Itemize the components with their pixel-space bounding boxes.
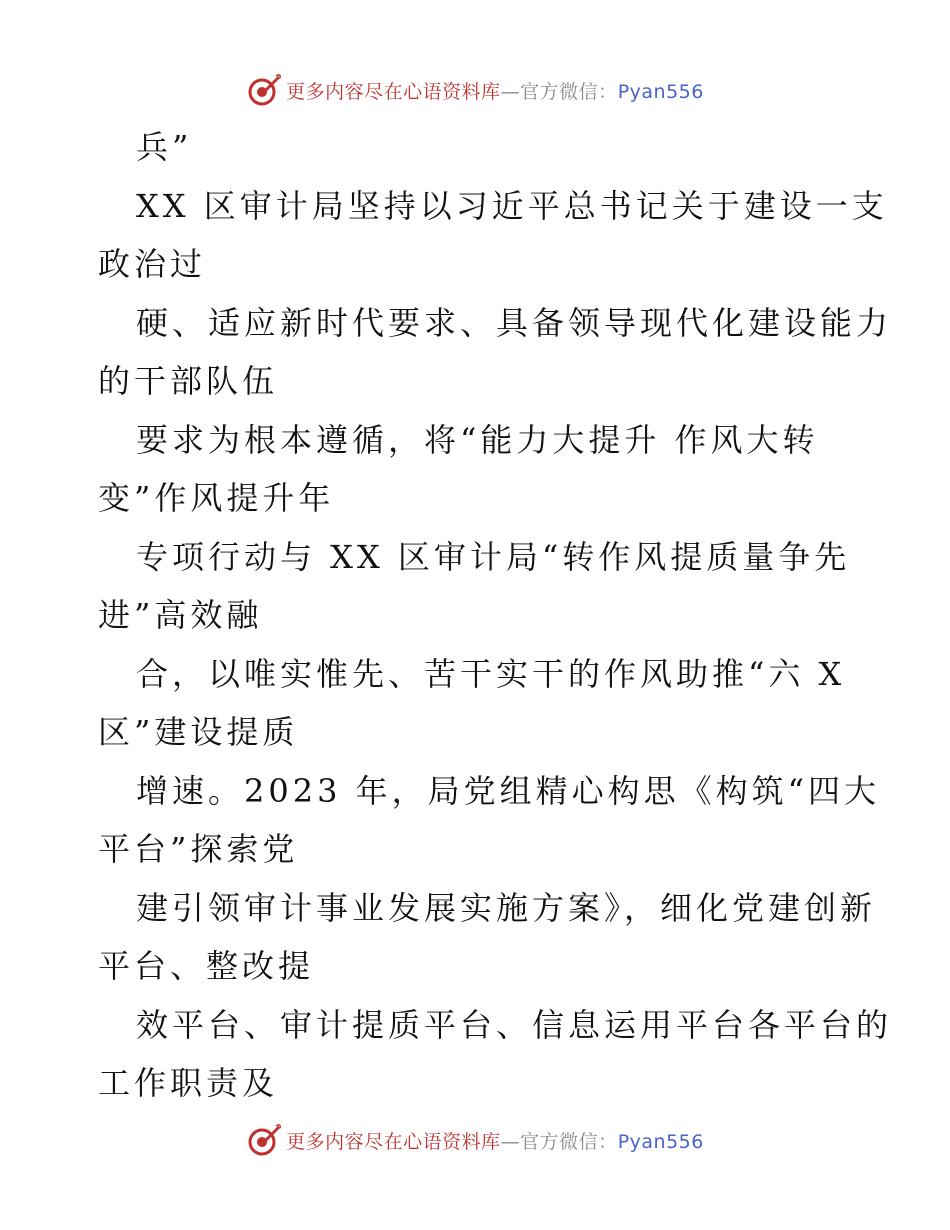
body-text-line: 硬、适应新时代要求、具备领导现代化建设能力 xyxy=(136,303,893,342)
body-text-line: 区”建设提质 xyxy=(98,713,299,751)
body-text-line: XX 区审计局坚持以习近平总书记关于建设一支 xyxy=(136,186,888,225)
body-text-line: 增速。2023 年，局党组精心构思《构筑“四大 xyxy=(136,771,880,810)
quill-logo-icon xyxy=(246,1122,282,1158)
banner-wechat-label: 官方微信： xyxy=(520,1130,618,1153)
body-text-line: 要求为根本遵循，将“能力大提升 作风大转 xyxy=(136,420,819,459)
banner-main-text: 更多内容尽在心语资料库 xyxy=(286,80,501,103)
body-text-line: 政治过 xyxy=(98,245,207,283)
body-text-line: 平台、整改提 xyxy=(98,947,315,985)
banner-text xyxy=(286,77,704,104)
banner-wechat-id: Pyan556 xyxy=(617,80,704,103)
body-text-line: 建引领审计事业发展实施方案》，细化党建创新 xyxy=(136,888,877,927)
banner-main-text: 更多内容尽在心语资料库 xyxy=(286,1130,501,1153)
body-text-line: 工作职责及 xyxy=(98,1064,279,1102)
body-text-line: 进”高效融 xyxy=(98,596,263,634)
body-text-line: 兵” xyxy=(136,128,193,166)
body-text-line: 合，以唯实惟先、苦干实干的作风助推“六 X xyxy=(136,654,846,693)
body-text-line: 专项行动与 XX 区审计局“转作风提质量争先 xyxy=(136,537,851,576)
quill-logo-icon xyxy=(246,72,282,108)
banner-dash: — xyxy=(500,1130,521,1153)
body-text-line: 变”作风提升年 xyxy=(98,479,335,517)
body-text-line: 效平台、审计提质平台、信息运用平台各平台的 xyxy=(136,1005,893,1044)
banner-wechat-id: Pyan556 xyxy=(617,1130,704,1153)
banner-text xyxy=(286,1127,704,1154)
body-text-line: 平台”探索党 xyxy=(98,830,299,868)
header-banner xyxy=(0,70,950,110)
document-body xyxy=(98,118,893,1113)
banner-wechat-label: 官方微信： xyxy=(520,80,618,103)
banner-dash: — xyxy=(500,80,521,103)
body-text-line: 的干部队伍 xyxy=(98,362,279,400)
footer-banner xyxy=(0,1120,950,1160)
